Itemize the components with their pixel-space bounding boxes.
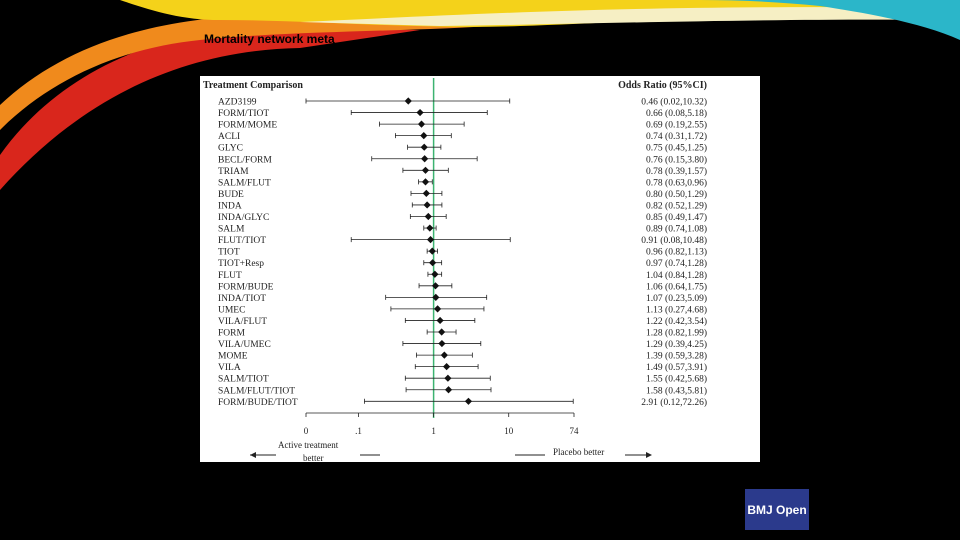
forest-plot (200, 76, 760, 462)
row-odds-ratio-text: 1.22 (0.42,3.54) (646, 316, 707, 327)
row-label: INDA/TIOT (218, 293, 267, 304)
row-odds-ratio-text: 0.69 (0.19,2.55) (646, 120, 707, 131)
point-estimate-diamond (422, 178, 429, 185)
row-label: FORM/TIOT (218, 109, 270, 120)
point-estimate-diamond (443, 363, 450, 370)
point-estimate-diamond (420, 132, 427, 139)
row-label: SALM/FLUT (218, 178, 271, 189)
point-estimate-diamond (416, 109, 423, 116)
row-label: FLUT (218, 270, 242, 281)
row-odds-ratio-text: 0.91 (0.08,10.48) (641, 236, 707, 247)
row-label: FORM/MOME (218, 120, 278, 131)
bmj-open-logo: BMJ Open (745, 489, 809, 530)
row-odds-ratio-text: 0.74 (0.31,1.72) (646, 132, 707, 143)
point-estimate-diamond (441, 352, 448, 359)
row-odds-ratio-text: 1.29 (0.39,4.25) (646, 340, 707, 351)
forest-rows (218, 78, 707, 418)
point-estimate-diamond (418, 121, 425, 128)
left-annotation-line1: Active treatment (278, 440, 339, 450)
row-label: GLYC (218, 143, 243, 154)
point-estimate-diamond (429, 248, 436, 255)
row-odds-ratio-text: 1.58 (0.43,5.81) (646, 386, 707, 397)
row-odds-ratio-text: 1.55 (0.42,5.68) (646, 374, 707, 385)
x-tick-label: 10 (504, 426, 514, 436)
point-estimate-diamond (436, 317, 443, 324)
point-estimate-diamond (421, 144, 428, 151)
row-label: TIOT+Resp (218, 259, 264, 270)
row-odds-ratio-text: 0.66 (0.08,5.18) (646, 109, 707, 120)
row-odds-ratio-text: 0.80 (0.50,1.29) (646, 189, 707, 200)
header-odds-ratio: Odds Ratio (95%CI) (618, 80, 707, 91)
row-label: TIOT (218, 247, 240, 258)
row-odds-ratio-text: 0.46 (0.02,10.32) (641, 97, 707, 108)
row-label: FORM/BUDE/TIOT (218, 397, 298, 408)
point-estimate-diamond (426, 224, 433, 231)
point-estimate-diamond (423, 190, 430, 197)
row-label: MOME (218, 351, 248, 362)
point-estimate-diamond (421, 155, 428, 162)
row-label: VILA (218, 363, 241, 374)
forest-plot-figure (200, 76, 760, 462)
row-odds-ratio-text: 2.91 (0.12,72.26) (641, 397, 707, 408)
slide-title: Mortality network meta (204, 32, 335, 46)
row-odds-ratio-text: 0.89 (0.74,1.08) (646, 224, 707, 235)
row-odds-ratio-text: 1.39 (0.59,3.28) (646, 351, 707, 362)
row-label: FLUT/TIOT (218, 236, 267, 247)
left-annotation-line2: better (303, 453, 324, 462)
point-estimate-diamond (445, 386, 452, 393)
row-odds-ratio-text: 1.04 (0.84,1.28) (646, 270, 707, 281)
point-estimate-diamond (438, 328, 445, 335)
row-label: BUDE (218, 189, 244, 200)
row-odds-ratio-text: 0.96 (0.82,1.13) (646, 247, 707, 258)
row-label: UMEC (218, 305, 246, 316)
x-tick-label: 1 (431, 426, 436, 436)
row-odds-ratio-text: 1.06 (0.64,1.75) (646, 282, 707, 293)
row-label: VILA/FLUT (218, 316, 268, 327)
row-odds-ratio-text: 1.07 (0.23,5.09) (646, 293, 707, 304)
x-tick-label: .1 (355, 426, 362, 436)
row-label: INDA/GLYC (218, 213, 270, 223)
point-estimate-diamond (422, 167, 429, 174)
x-axis (304, 413, 579, 436)
row-label: AZD3199 (218, 97, 257, 108)
header-treatment-comparison: Treatment Comparison (203, 80, 303, 91)
point-estimate-diamond (438, 340, 445, 347)
x-tick-label: 74 (569, 426, 579, 436)
point-estimate-diamond (429, 259, 436, 266)
row-odds-ratio-text: 0.82 (0.52,1.29) (646, 201, 707, 212)
row-label: SALM/FLUT/TIOT (218, 386, 296, 397)
row-odds-ratio-text: 0.85 (0.49,1.47) (646, 213, 707, 223)
row-label: BECL/FORM (218, 155, 272, 166)
row-label: VILA/UMEC (218, 340, 271, 351)
row-odds-ratio-text: 1.49 (0.57,3.91) (646, 363, 707, 374)
row-odds-ratio-text: 0.76 (0.15,3.80) (646, 155, 707, 166)
row-label: SALM/TIOT (218, 374, 269, 385)
point-estimate-diamond (444, 375, 451, 382)
row-label: FORM/BUDE (218, 282, 274, 293)
point-estimate-diamond (405, 97, 412, 104)
right-annotation: Placebo better (553, 447, 605, 457)
row-odds-ratio-text: 0.78 (0.63,0.96) (646, 178, 707, 189)
row-label: INDA (218, 201, 242, 212)
row-label: ACLI (218, 132, 241, 143)
row-odds-ratio-text: 1.28 (0.82,1.99) (646, 328, 707, 339)
point-estimate-diamond (424, 201, 431, 208)
point-estimate-diamond (425, 213, 432, 220)
row-odds-ratio-text: 0.78 (0.39,1.57) (646, 166, 707, 177)
x-tick-label: 0 (303, 426, 309, 436)
row-odds-ratio-text: 0.75 (0.45,1.25) (646, 143, 707, 154)
row-odds-ratio-text: 1.13 (0.27,4.68) (646, 305, 707, 316)
row-odds-ratio-text: 0.97 (0.74,1.28) (646, 259, 707, 270)
point-estimate-diamond (434, 305, 441, 312)
point-estimate-diamond (431, 271, 438, 278)
row-label: SALM (218, 224, 245, 235)
row-label: FORM (218, 328, 245, 339)
point-estimate-diamond (465, 398, 472, 405)
row-label: TRIAM (218, 166, 249, 177)
